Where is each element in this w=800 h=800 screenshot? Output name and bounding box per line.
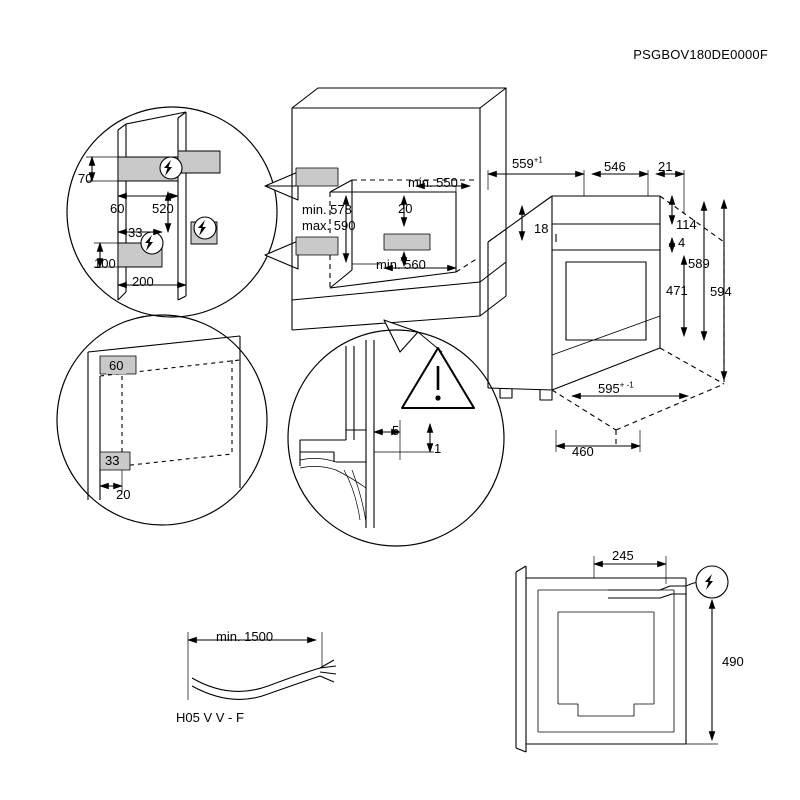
document-code: PSGBOV180DE0000F (633, 47, 768, 62)
dim-18: 18 (534, 221, 549, 236)
dim-min-550: min. 550 (408, 175, 458, 190)
dim-20-top: 20 (398, 201, 413, 216)
dim-114: 114 (676, 217, 697, 232)
dim-5: 5 (392, 423, 400, 438)
dim-100: 100 (94, 256, 116, 271)
dim-594: 594 (710, 284, 732, 299)
dim-245: 245 (612, 548, 634, 563)
dim-471: 471 (666, 283, 688, 298)
detail-leader-bottom (384, 320, 442, 352)
dim-490: 490 (722, 654, 744, 669)
dim-1: 1 (434, 441, 442, 456)
dim-4: 4 (678, 235, 686, 250)
detail-leader-top (265, 172, 298, 269)
oven-door-open-plan-view (516, 556, 728, 752)
dim-520: 520 (152, 201, 174, 216)
dim-546: 546 (604, 159, 626, 174)
dim-33-top: 33 (128, 225, 143, 240)
dim-60-bottom: 60 (106, 358, 126, 374)
dim-max-590: max. 590 (302, 218, 356, 233)
dim-200: 200 (132, 274, 154, 289)
dim-21: 21 (658, 159, 673, 174)
dim-33-bottom: 33 (102, 453, 122, 469)
dim-595: $595^{+ -1}$ (598, 380, 634, 396)
dim-min-578: min. 578 (302, 202, 352, 217)
dim-20-bottom: 20 (116, 487, 131, 502)
dim-min-1500: min. 1500 (216, 629, 274, 644)
dim-460: 460 (572, 444, 594, 459)
cable-type-label: H05 V V - F (176, 710, 244, 725)
dim-559: $559^{+1}$ (512, 155, 543, 171)
oven-view (488, 170, 724, 452)
dim-60-top: 60 (110, 201, 125, 216)
dim-70: 70 (78, 171, 93, 186)
detail-circle-bottom-left (57, 315, 267, 525)
dim-589: 589 (688, 256, 710, 271)
dim-min-560: min. 560 (376, 257, 426, 272)
detail-circle-warning (288, 330, 504, 546)
